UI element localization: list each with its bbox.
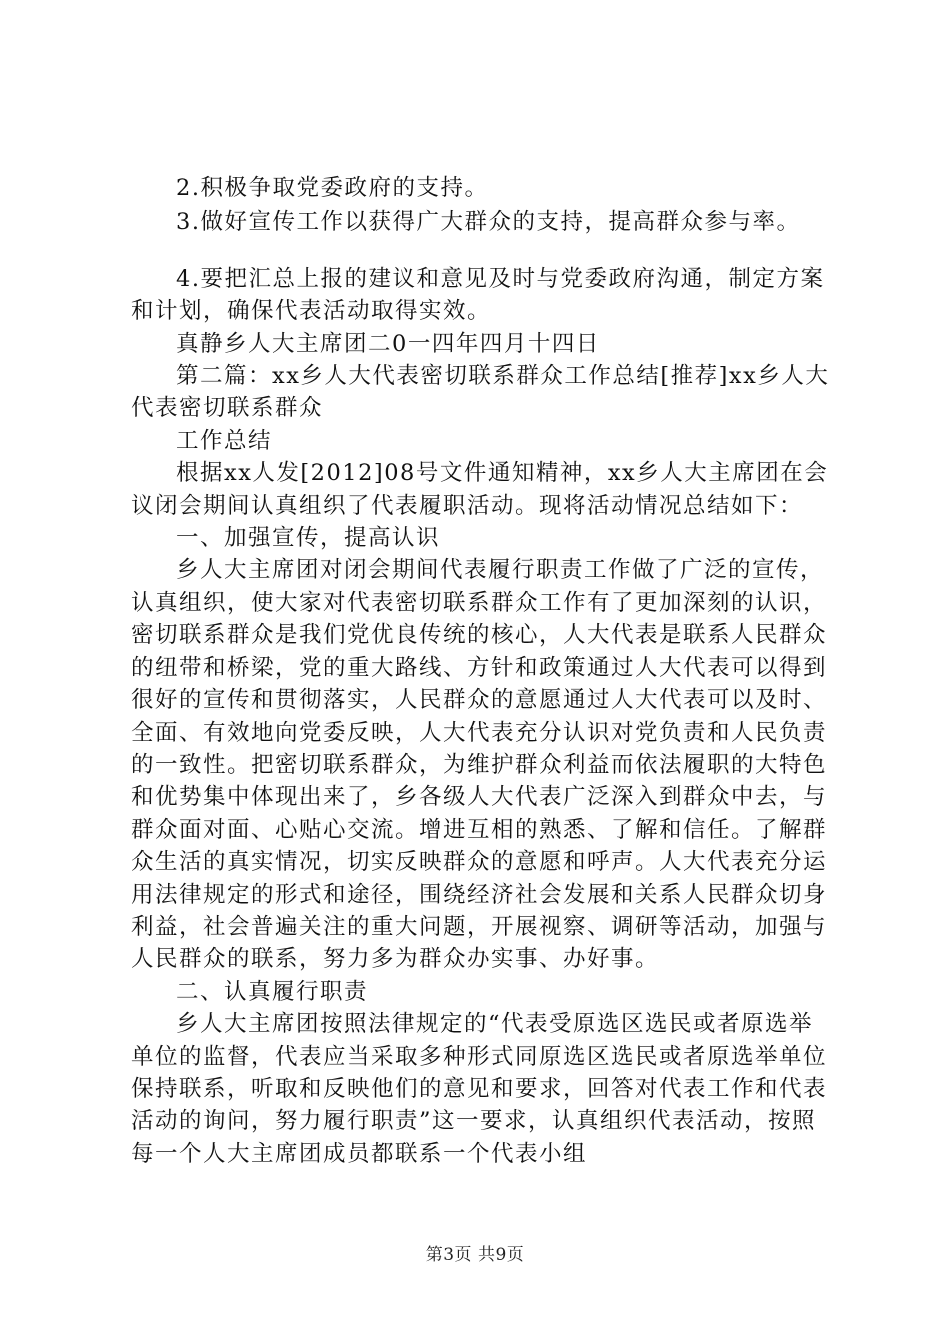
section-heading-part-two: 第二篇：xx乡人大代表密切联系群众工作总结[推荐]xx乡人大代表密切联系群众 — [131, 363, 830, 422]
page-number: 第3页 共9页 — [425, 1245, 525, 1265]
section-heading-1: 一、加强宣传，提高认识 — [176, 525, 441, 552]
intro-paragraph: 根据xx人发[2012]08号文件通知精神，xx乡人大主席团在会议闭会期间认真组织了代表履职活动。现将活动情况总结如下： — [131, 460, 829, 519]
document-title-line: 工作总结 — [176, 427, 273, 454]
list-item-4: 4.要把汇总上报的建议和意见及时与党委政府沟通，制定方案和计划，确保代表活动取得实效。 — [131, 265, 825, 325]
body-paragraph-1: 乡人大主席团对闭会期间代表履行职责工作做了广泛的宣传，认真组织，使大家对代表密切联系群众工作有了更加深刻的认识，密切联系群众是我们党优良传统的核心，人大代表是联系人民群众的纽带和桥梁，党的重大路线、方针和政策通过人大代表可以得到很好的宣传和贯彻落实，人民群众的意愿通过人大代表可以及时、全面、有效地向党委反映，人大代表充分认识对党负责和人民负责的一致性。把密切联系群众，为维护群众利益而依法履职的大特色和优势集中体现出来了，乡各级人大代表广泛深入到群众中去，与群众面对面、心贴心交流。增进互相的熟悉、了解和信任。了解群众生活的真实情况，切实反映群众的意愿和呼声。人大代表充分运用法律规定的形式和途径，围绕经济社会发展和关系人民群众切身利益，社会普遍关注的重大问题，开展视察、调研等活动，加强与人民群众的联系，努力多为群众办实事、办好事。 — [131, 557, 828, 973]
document-body — [131, 172, 831, 1170]
section-heading-2: 二、认真履行职责 — [176, 978, 369, 1005]
list-item-3: 3.做好宣传工作以获得广大群众的支持，提高群众参与率。 — [176, 209, 801, 236]
body-paragraph-2: 乡人大主席团按照法律规定的“代表受原选区选民或者原选举单位的监督，代表应当采取多种形式同原选区选民或者原选举单位保持联系，听取和反映他们的意见和要求，回答对代表工作和代表活动的询问，努力履行职责”这一要求，认真组织代表活动，按照每一个人大主席团成员都联系一个代表小组 — [131, 1011, 828, 1167]
list-item-2: 2.积极争取党委政府的支持。 — [176, 175, 489, 201]
signature-line: 真静乡人大主席团二0一四年四月十四日 — [176, 330, 600, 357]
